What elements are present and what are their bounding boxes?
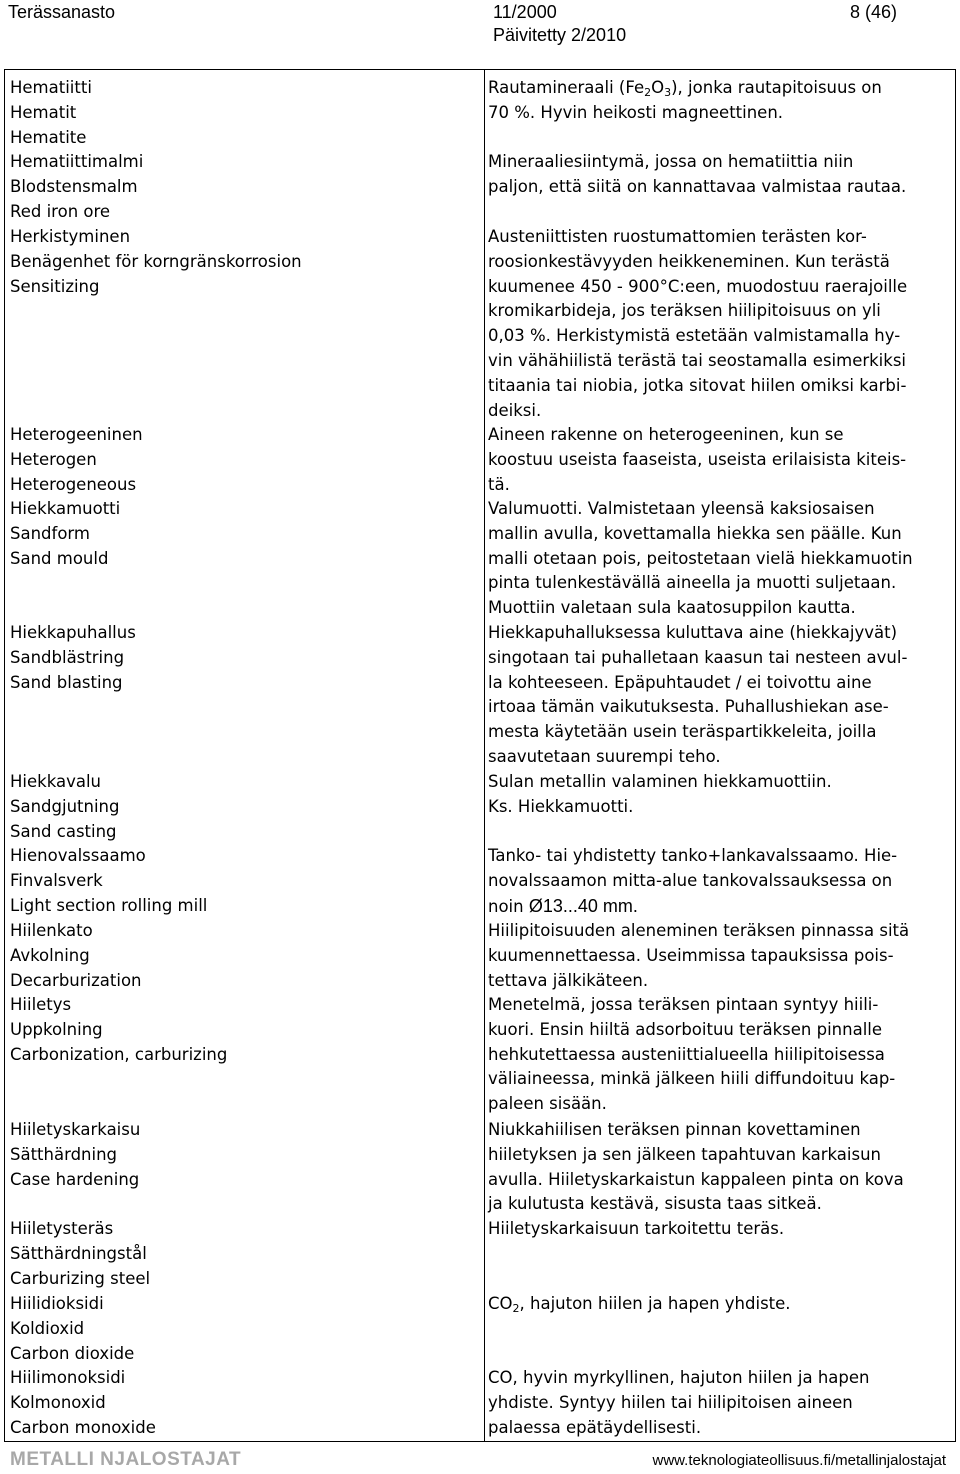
definition-line: titaania tai niobia, jotka sitovat hiilen omiksi karbi- — [488, 375, 907, 395]
term-block — [10, 919, 142, 993]
definition-line: kromikarbideja, jos teräksen hiilipitoisuus on yli — [488, 301, 881, 321]
term-en: Heterogeneous — [10, 474, 137, 494]
term-en: Sensitizing — [10, 276, 100, 296]
definition-line: avulla. Hiiletyskarkaistun kappaleen pinta on kova — [488, 1169, 904, 1189]
definition-line: 70 %. Hyvin heikosti magneettinen. — [488, 102, 784, 122]
term-fi: Hiilimonoksidi — [10, 1368, 126, 1387]
definition-line: tettava jälkikäteen. — [488, 970, 649, 990]
term-fi: Hiiletysteräs — [10, 1219, 114, 1238]
term-fi: Herkistyminen — [10, 227, 131, 246]
definition — [488, 1217, 948, 1242]
definition — [488, 770, 948, 820]
definition — [488, 621, 948, 770]
definition-line: Niukkahiilisen teräksen pinnan kovettaminen — [488, 1120, 861, 1139]
term-sv: Kolmonoxid — [10, 1392, 106, 1412]
definition-line: Austeniittisten ruostumattomien terästen kor- — [488, 227, 867, 246]
publisher-logo: METALLI NJALOSTAJAT — [10, 1449, 242, 1470]
definition — [488, 225, 948, 423]
term-fi: Hiekkavalu — [10, 772, 101, 791]
definition — [488, 150, 948, 200]
term-fi: Hematiitti — [10, 78, 92, 97]
page-header — [0, 0, 960, 60]
glossary-table — [4, 69, 956, 1442]
term-sv: Sandform — [10, 523, 90, 543]
definition-line: saavutetaan suurempi teho. — [488, 746, 721, 766]
term-sv: Hematit — [10, 102, 77, 122]
term-block — [10, 497, 120, 571]
term-en: Sand casting — [10, 821, 117, 841]
term-sv: Koldioxid — [10, 1318, 85, 1338]
definition-line: irtoaa tämän vaikutuksesta. Puhallushiekan ase- — [488, 697, 889, 717]
definition-line: roosionkestävyyden heikkeneminen. Kun terästä — [488, 251, 890, 271]
range-prefix: noin — [488, 896, 524, 916]
definition-line: ja kulutusta kestävä, sisusta taas sitkeä. — [488, 1194, 822, 1214]
term-fi: Hiiletys — [10, 995, 72, 1014]
term-sv: Sandgjutning — [10, 796, 120, 816]
column-divider — [484, 70, 485, 1441]
definition-line — [488, 894, 948, 920]
term-fi: Hematiittimalmi — [10, 152, 144, 171]
definition-line: Aineen rakenne on heterogeeninen, kun se — [488, 425, 844, 444]
definition-line: väliaineessa, minkä jälkeen hiili diffundoituu kap- — [488, 1069, 896, 1089]
term-sv: Sätthärdning — [10, 1144, 118, 1164]
definition-line: vin vähähiilistä terästä tai seostamalla esimerkiksi — [488, 350, 907, 370]
definition-line: palaessa epätäydellisesti. — [488, 1417, 702, 1437]
definition — [488, 497, 948, 621]
term-fi: Hiilidioksidi — [10, 1294, 104, 1313]
term-fi: Hienovalssaamo — [10, 846, 146, 865]
term-fi: Hiilenkato — [10, 921, 93, 940]
term-en: Sand blasting — [10, 672, 123, 692]
document-date: 11/2000 — [493, 2, 557, 22]
definition-line: CO, hyvin myrkyllinen, hajuton hiilen ja hapen — [488, 1368, 870, 1387]
definition-line: hehkutettaessa austeniittialueella hiilipitoisessa — [488, 1044, 885, 1064]
definition-line: Hiilipitoisuuden aleneminen teräksen pinnassa sitä — [488, 921, 910, 940]
definition-line: hiiletyksen ja sen jälkeen tapahtuvan karkaisun — [488, 1144, 882, 1164]
document-title: Terässanasto — [8, 2, 116, 22]
term-fi: Heterogeeninen — [10, 425, 143, 444]
definition-line: paljon, että siitä on kannattavaa valmistaa rautaa. — [488, 176, 907, 196]
definition — [488, 1292, 948, 1317]
definition — [488, 76, 948, 126]
definition — [488, 423, 948, 497]
definition-line: kuumenee 450 - 900°C:een, muodostuu raerajoille — [488, 276, 908, 296]
definition-line: mallin avulla, kovettamalla hiekka sen päälle. Kun — [488, 523, 902, 543]
term-block — [10, 76, 92, 150]
definition-line: Muottiin valetaan sula kaatosuppilon kautta. — [488, 598, 856, 618]
definition-line: Hiekkapuhalluksessa kuluttava aine (hiekkajyvät) — [488, 623, 898, 642]
definition — [488, 1118, 948, 1217]
term-en: Carburizing steel — [10, 1268, 151, 1288]
definition-line: deiksi. — [488, 400, 542, 420]
term-en: Decarburization — [10, 970, 142, 990]
term-block — [10, 1292, 134, 1366]
term-block — [10, 621, 136, 695]
definition-line: Mineraaliesiintymä, jossa on hematiittia niin — [488, 152, 854, 171]
definition — [488, 844, 948, 919]
term-en: Carbonization, carburizing — [10, 1044, 228, 1064]
term-en: Hematite — [10, 127, 87, 147]
definition-line: Valumuotti. Valmistetaan yleensä kaksiosaisen — [488, 499, 875, 518]
definition — [488, 1366, 948, 1440]
term-block — [10, 150, 143, 224]
term-block — [10, 993, 227, 1067]
term-block — [10, 844, 207, 918]
term-block — [10, 770, 119, 844]
definition-line: pinta tulenkestävällä aineella ja muotti suljetaan. — [488, 573, 897, 593]
term-sv: Benägenhet för korngränskorrosion — [10, 251, 302, 271]
definition-line: Tanko- tai yhdistetty tanko+lankavalssaamo. Hie- — [488, 846, 898, 865]
term-en: Light section rolling mill — [10, 895, 208, 915]
definition-line: kuori. Ensin hiiltä adsorboituu teräksen pinnalle — [488, 1019, 883, 1039]
term-sv: Sandblästring — [10, 647, 125, 667]
term-block — [10, 1118, 140, 1192]
term-block — [10, 423, 143, 497]
definition-line: malli otetaan pois, peitostetaan vielä hiekkamuotin — [488, 548, 913, 568]
definition-line: novalssaamon mitta-alue tankovalssauksessa on — [488, 870, 893, 890]
term-sv: Finvalsverk — [10, 870, 103, 890]
definition-line: Hiiletyskarkaisuun tarkoitettu teräs. — [488, 1219, 785, 1238]
definition-line: Ks. Hiekkamuotti. — [488, 796, 634, 816]
footer-url-link[interactable]: www.teknologiateollisuus.fi/metallinjalostajat — [652, 1452, 946, 1469]
diameter-range: Ø13...40 mm. — [528, 895, 638, 916]
page-number: 8 (46) — [850, 2, 898, 22]
term-fi: Hiekkamuotti — [10, 499, 121, 518]
term-sv: Blodstensmalm — [10, 176, 138, 196]
definition-line: tä. — [488, 474, 510, 494]
definition-line: kuumennettaessa. Useimmissa tapauksissa pois- — [488, 945, 894, 965]
term-block — [10, 225, 302, 299]
definition-line: Sulan metallin valaminen hiekkamuottiin. — [488, 772, 832, 791]
definition-line: mesta käytetään usein teräspartikkeleita, joilla — [488, 722, 877, 742]
definition-line: la kohteeseen. Epäpuhtaudet / ei toivottu aine — [488, 672, 872, 692]
definition-line: yhdiste. Syntyy hiilen tai hiilipitoisen aineen — [488, 1392, 853, 1412]
term-fi: Hiiletyskarkaisu — [10, 1120, 141, 1139]
term-block — [10, 1366, 156, 1440]
definition-line: $CO_2$, hajuton hiilen ja hapen yhdiste. — [488, 1294, 791, 1315]
definition-line: 0,03 %. Herkistymistä estetään valmistamalla hy- — [488, 326, 901, 346]
term-sv: Uppkolning — [10, 1019, 103, 1039]
term-sv: Sätthärdningstål — [10, 1243, 147, 1263]
term-en: Sand mould — [10, 548, 109, 568]
term-en: Case hardening — [10, 1169, 140, 1189]
term-en: Red iron ore — [10, 201, 111, 221]
term-sv: Heterogen — [10, 449, 97, 469]
definition-line: singotaan tai puhalletaan kaasun tai nesteen avul- — [488, 647, 908, 667]
definition-line: paleen sisään. — [488, 1094, 607, 1114]
term-fi: Hiekkapuhallus — [10, 623, 136, 642]
term-block — [10, 1217, 150, 1291]
definition — [488, 919, 948, 993]
updated-date: Päivitetty 2/2010 — [493, 25, 627, 45]
definition-line: koostuu useista faaseista, useista erilaisista kiteis- — [488, 449, 907, 469]
definition — [488, 993, 948, 1117]
term-en: Carbon monoxide — [10, 1417, 156, 1437]
definition-line: Rautamineraali $(Fe_2O_3)$, jonka rautapitoisuus on — [488, 78, 882, 99]
definition-line: Menetelmä, jossa teräksen pintaan syntyy hiili- — [488, 995, 879, 1014]
term-sv: Avkolning — [10, 945, 90, 965]
term-en: Carbon dioxide — [10, 1343, 135, 1363]
